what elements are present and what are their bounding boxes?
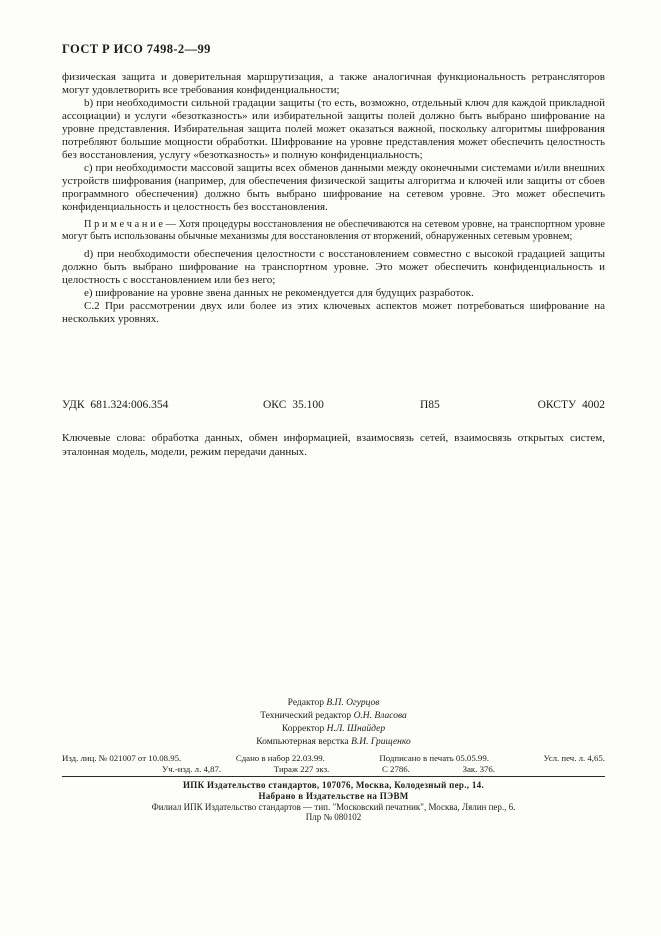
body-text (62, 71, 605, 326)
credit-editor (62, 697, 605, 710)
credit-role: Редактор (287, 698, 324, 708)
list-item-e: e) шифрование на уровне звена данных не рекомендуется для будущих разработок. (84, 287, 474, 300)
horizontal-rule (62, 776, 605, 777)
imprint-line-2 (62, 764, 605, 775)
page-header-standard-number: ГОСТ Р ИСО 7498-2—99 (62, 42, 211, 56)
imprint-print-sheets: Усл. печ. л. 4,65. (543, 753, 605, 763)
publisher-license: Плр № 080102 (305, 812, 362, 823)
imprint-c-number: С 2786. (381, 763, 410, 774)
credit-role: Технический редактор (260, 711, 352, 721)
imprint-signed: Подписано в печать 05.05.99. (379, 753, 489, 763)
imprint-block (62, 753, 605, 774)
credit-name: Н.Л. Шнайдер (326, 724, 386, 734)
oks-code: ОКС 35.100 (263, 399, 324, 411)
class-code: П85 (420, 399, 440, 411)
clause-c2: С.2 При рассмотрении двух или более из этих ключевых аспектов может потребоваться шифрование на нескольких уровнях. (62, 300, 605, 326)
list-item-d: d) при необходимости обеспечения целостности с восстановлением совместно с высокой градацией защиты должно быть выбрано шифрование на транспортном уровне. Это может обеспечить конфиденциальность и целостность с восстановлением или без него; (62, 248, 605, 287)
list-item-b: b) при необходимости сильной градации защиты (то есть, возможно, отдельный ключ для каждой прикладной ассоциации) и услуги «безотказность» или избирательной защиты полей должно быть выбрано шифрование на уровне представления. Избирательная защита полей может оказаться важной, поскольку алгоритмы шифрования потребляют большие мощности обработки. Шифрование на уровне представления может обеспечить целостность без восстановления, услугу «безотказность» и полную конфиденциальность; (62, 97, 605, 161)
imprint-order: Зак. 376. (462, 763, 495, 774)
okstu-code: ОКСТУ 4002 (537, 399, 605, 411)
credit-role: Компьютерная верстка (256, 737, 349, 747)
publisher-address: ИПК Издательство стандартов, 107076, Москва, Колодезный пер., 14. (183, 780, 484, 790)
credits-block (62, 697, 605, 749)
imprint-circulation: Тираж 227 экз. (273, 763, 330, 774)
publisher-typeset-note: Набрано в Издательстве на ПЭВМ (258, 790, 409, 801)
note-paragraph: П р и м е ч а н и е — Хотя процедуры восстановления не обеспечиваются на сетевом уровне, на транспортном уровне могут быть использованы обычные механизмы для восстановления от вторжений, обнаруженных сетевым уровнем; (62, 219, 605, 243)
credit-layout (62, 736, 605, 749)
keywords-paragraph: Ключевые слова: обработка данных, обмен информацией, взаимосвязь сетей, взаимосвязь открытых систем, эталонная модель, модели, режим передачи данных. (62, 432, 605, 458)
imprint-line-1 (62, 753, 605, 764)
credit-name: В.И. Грищенко (351, 737, 411, 747)
classification-row (62, 399, 605, 413)
imprint-license: Изд. лиц. № 021007 от 10.08.95. (62, 753, 182, 763)
credit-role: Корректор (281, 724, 325, 734)
credit-proofreader (62, 723, 605, 736)
udk-code: УДК 681.324:006.354 (62, 399, 169, 411)
imprint-pub-sheets: Уч.-изд. л. 4,87. (162, 763, 222, 774)
credit-name: О.Н. Власова (353, 711, 407, 721)
imprint-typeset: Сдано в набор 22.03.99. (235, 753, 325, 763)
credit-technical-editor (62, 710, 605, 723)
credit-name: В.П. Огурцов (326, 698, 380, 708)
paragraph-continuation: физическая защита и доверительная маршрутизация, а также аналогичная функциональность ретрансляторов могут удовлетворить все требования конфиденциальности; (62, 71, 605, 96)
publisher-block (62, 780, 605, 823)
publisher-branch: Филиал ИПК Издательство стандартов — тип. "Московский печатник", Москва, Лялин пер., 6. (151, 801, 516, 812)
list-item-c: c) при необходимости массовой защиты всех обменов данными между оконечными системами и/или внешних устройств шифрования (например, для обеспечения физической защиты алгоритма и ключей или защиты от сбоев программного обеспечения) должно быть выбрано шифрование на сетевом уровне. Это может обеспечить конфиденциальность и целостность без восстановления. (62, 162, 605, 213)
